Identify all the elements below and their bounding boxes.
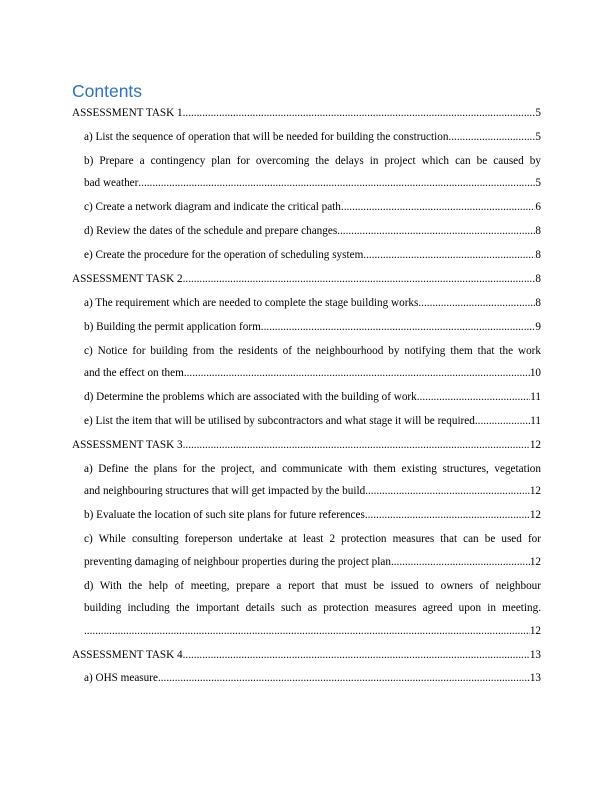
- toc-entry-title: b) Evaluate the location of such site plans for future references: [84, 509, 365, 521]
- toc-dot-leader: [475, 410, 530, 433]
- toc-subsection-entry[interactable]: [72, 316, 541, 339]
- toc-entry-text-line: a) Define the plans for the project, and communicate with them existing structures, vegetation: [84, 462, 541, 475]
- toc-page-number: 12: [529, 509, 541, 521]
- toc-section-entry[interactable]: [72, 268, 541, 291]
- toc-dot-leader: [418, 292, 535, 315]
- toc-entry-text-line: building including the important details such as protection measures agreed upon in meeting.: [84, 602, 541, 614]
- toc-page-number: 10: [529, 367, 541, 379]
- toc-entry-title: a) List the sequence of operation that will be needed for building the construction: [84, 130, 449, 143]
- toc-dot-leader: [261, 316, 536, 339]
- toc-entry-text-line: d) With the help of meeting, prepare a report that must be issued to owners of neighbour: [84, 579, 541, 592]
- toc-entry-title: ASSESSMENT TASK 1: [72, 107, 183, 119]
- toc-entry-text-line: b) Prepare a contingency plan for overcoming the delays in project which can be caused by: [84, 154, 541, 167]
- toc-entry-title: and neighbouring structures that will get impacted by the build: [84, 485, 366, 497]
- toc-entry-row: [84, 126, 541, 149]
- toc-dot-leader: [391, 551, 530, 574]
- toc-page-number: 13: [529, 672, 541, 684]
- toc-page-number: 13: [529, 648, 541, 661]
- toc-entry-title: ASSESSMENT TASK 3: [72, 439, 183, 451]
- toc-subsection-entry[interactable]: [72, 386, 541, 409]
- toc-subsection-entry[interactable]: [72, 528, 541, 573]
- toc-entry-title: ASSESSMENT TASK 4: [72, 648, 183, 661]
- toc-entry-title: a) The requirement which are needed to complete the stage building works: [84, 296, 419, 309]
- toc-entry-row: [84, 480, 541, 503]
- toc-dot-leader: [183, 268, 536, 291]
- toc-dot-leader: [363, 244, 535, 267]
- toc-entry-title: ASSESSMENT TASK 2: [72, 273, 183, 285]
- toc-entry-title: a) OHS measure: [84, 672, 158, 684]
- toc-entry-row: [84, 410, 541, 433]
- toc-dot-leader: [84, 620, 530, 643]
- toc-subsection-entry[interactable]: [72, 196, 541, 219]
- toc-entry-row: [84, 551, 541, 574]
- toc-subsection-entry[interactable]: [72, 150, 541, 195]
- toc-entry-row: [84, 172, 541, 195]
- toc-dot-leader: [448, 126, 535, 149]
- toc-entry-title: c) Create a network diagram and indicate the critical path: [84, 201, 341, 213]
- toc-entry-title: preventing damaging of neighbour properties during the project plan: [84, 555, 391, 568]
- toc-page-number: 11: [530, 391, 541, 403]
- toc-page-number: 12: [529, 624, 541, 637]
- toc-entry-row: [84, 220, 541, 243]
- toc-dot-leader: [341, 196, 536, 219]
- toc-page-number: 5: [535, 130, 541, 143]
- toc-dot-leader: [183, 102, 536, 125]
- toc-page-number: 8: [535, 273, 541, 285]
- toc-subsection-entry[interactable]: [72, 292, 541, 315]
- toc-dot-leader: [337, 220, 535, 243]
- toc-entry-row: [72, 644, 541, 667]
- toc-entry-row: [84, 316, 541, 339]
- toc-entry-row: [72, 434, 541, 457]
- toc-dot-leader: [138, 172, 535, 195]
- toc-page-number: 12: [529, 439, 541, 451]
- toc-page-number: 5: [535, 177, 541, 189]
- toc-entry-title: d) Review the dates of the schedule and prepare changes: [84, 225, 338, 237]
- toc-subsection-entry[interactable]: [72, 410, 541, 433]
- toc-dot-leader: [417, 386, 530, 409]
- toc-subsection-entry[interactable]: [72, 575, 541, 643]
- toc-subsection-entry[interactable]: [72, 458, 541, 503]
- toc-section-entry[interactable]: [72, 644, 541, 667]
- toc-subsection-entry[interactable]: [72, 126, 541, 149]
- toc-entry-title: e) List the item that will be utilised by subcontractors and what stage it will be required: [84, 415, 475, 427]
- toc-entry-row: [84, 196, 541, 219]
- toc-entry-title: e) Create the procedure for the operation of scheduling system: [84, 249, 364, 261]
- toc-entry-text-line: c) While consulting foreperson undertake at least 2 protection measures that can be used for: [84, 533, 541, 545]
- toc-entry-list: [72, 102, 541, 690]
- toc-section-entry[interactable]: [72, 434, 541, 457]
- toc-dot-leader: [365, 504, 530, 527]
- toc-dot-leader: [158, 667, 530, 690]
- contents-heading: Contents: [72, 81, 143, 101]
- toc-page-number: 8: [535, 249, 541, 261]
- toc-subsection-entry[interactable]: [72, 220, 541, 243]
- toc-entry-row: [72, 102, 541, 125]
- toc-dot-leader: [183, 644, 530, 667]
- toc-entry-title: bad weather: [84, 177, 139, 189]
- toc-entry-row: [84, 362, 541, 385]
- toc-page-number: 5: [535, 107, 541, 119]
- toc-subsection-entry[interactable]: [72, 244, 541, 267]
- toc-page-number: 12: [529, 485, 541, 497]
- toc-dot-leader: [365, 480, 530, 503]
- toc-subsection-entry[interactable]: [72, 340, 541, 385]
- toc-entry-row: [84, 244, 541, 267]
- toc-dot-leader: [184, 362, 530, 385]
- toc-entry-title: b) Building the permit application form: [84, 320, 261, 333]
- toc-page-number: 12: [529, 555, 541, 568]
- toc-entry-title: d) Determine the problems which are associated with the building of work: [84, 391, 417, 403]
- toc-entry-row: [84, 504, 541, 527]
- toc-page-number: 8: [535, 296, 541, 309]
- toc-subsection-entry[interactable]: [72, 504, 541, 527]
- toc-dot-leader: [183, 434, 530, 457]
- toc-entry-row: [84, 386, 541, 409]
- toc-page-number: 6: [535, 201, 541, 213]
- toc-entry-row: [72, 268, 541, 291]
- toc-page-number: 8: [535, 225, 541, 237]
- toc-entry-title: and the effect on them: [84, 367, 184, 379]
- toc-entry-row: [84, 620, 541, 643]
- toc-page-number: 11: [530, 415, 541, 427]
- toc-subsection-entry[interactable]: [72, 667, 541, 690]
- table-of-contents: [72, 80, 541, 691]
- toc-entry-text-line: c) Notice for building from the residents of the neighbourhood by notifying them that the work: [84, 344, 541, 357]
- toc-section-entry[interactable]: [72, 102, 541, 125]
- toc-page-number: 9: [535, 320, 541, 333]
- toc-entry-row: [84, 292, 541, 315]
- toc-entry-row: [84, 667, 541, 690]
